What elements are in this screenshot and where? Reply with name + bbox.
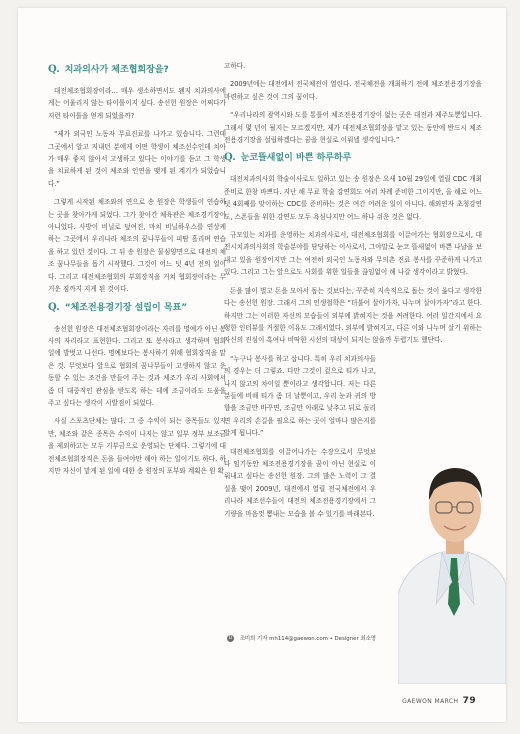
paragraph: 규모있는 치과를 운영하는 치과의사로서, 대전체조협회를 이끌어가는 협회장으로서, 대전시치과의사회의 학술분야를 담당하는 이사로서, 그야말로 눈코 뜰새없이 바쁜 나날을 보내고 있을 원장이지만 그는 여전히 외국인 노동자와 무의촌 진료 봉사를 꾸준하게 나가고 있다. 그리고 그는 앞으로도 사회를 위한 일들을 끊임없이 해 나갈 생각이라고 밝혔다. bbox=[224, 231, 482, 277]
paragraph: 송선헌 원장은 대전체조협회장이라는 자리를 명예가 아닌 봉사의 자리라고 표현한다. 그리고 또 봉사라고 생각하며 협회 일에 발벗고 나선다. 명예보다는 봉사하기 위해 협회장직을 맡은 것. 무엇보다 앞으로 협회의 꿈나무들이 고생하지 않고 운동할 수 있는 조건을 만들어 주는 것과 체조가 우리 사회에서 좀 더 대중적인 관심을 받도록 하는 데에 조금이라도 도움을 주고 싶다는 생각이 시발점이 되었다. bbox=[48, 324, 226, 407]
credit-mark-icon: D bbox=[228, 636, 233, 641]
paragraph: 대전치과의사회 학술이사로도 일하고 있는 송 원장은 요새 10월 29일에 열릴 CDC 개최 준비로 한창 바쁘다. 지난 해 무료 학술 강연회도 여러 차례 준비한 그이지만, 올 해로 어느 덧 4회째를 맞이하는 CDC를 준비하는 것은 여간 어려운 일이 아니다. 해외연자 초청강연도, 스폰들을 위한 강연도 모두 욕심나지만 어느 하나 쉬운 것은 없다. bbox=[224, 175, 482, 221]
section-heading-2 bbox=[48, 302, 226, 314]
portrait-photo bbox=[398, 444, 506, 684]
paragraph: “제가 외국인 노동자 무료진료를 나가고 있습니다. 그런데 그곳에서 알고 지내던 분에게 어떤 학생이 체조선수인데 치아가 매우 좋지 않아서 고생하고 있다는 이야기를 듣고 그 학생을 치료하게 된 것이 체조와 인연을 맺게 된 계기가 되었습니다.” bbox=[48, 130, 226, 188]
q-mark-icon: Q. bbox=[48, 64, 60, 75]
paragraph: “우리나라의 광역시와 도를 통틀어 체조전용경기장이 없는 곳은 대전과 제주도뿐입니다. 그래서 몇 년이 될지는 모르겠지만, 제가 대전체조협회장을 맡고 있는 동안에 반드시 체조전용경기장을 설립하겠다는 꿈을 현실로 이뤄낼 생각입니다.” bbox=[224, 111, 482, 145]
byline-text: 조미희 기자 mh114@gaewon.com • Designer 최소영 bbox=[239, 636, 377, 642]
q-mark-icon: Q. bbox=[48, 301, 60, 313]
heading-text: 눈코뜰새없이 바쁜 하루하루 bbox=[240, 153, 352, 164]
left-column bbox=[48, 60, 226, 483]
page-footer bbox=[402, 696, 476, 706]
q-mark-icon: Q. bbox=[224, 152, 236, 164]
magazine-page bbox=[18, 8, 506, 722]
paragraph: 대전체조협회를 이끌어나가는 수장으로서 무엇보다 임기동안 체조전용경기장을 꿈이 아닌 현실로 이뤄내고 싶다는 송선헌 원장. 그의 많은 노력이 그 결실을 맺어 2009년, 대전에서 열릴 전국체전에서 우리나라 체조선수들이 대전의 체조전용경기장에서 그 기량을 마음껏 뽐내는 모습을 볼 수 있기를 바래본다. bbox=[224, 447, 376, 518]
quote-paragraph: “누구나 봉사를 하고 삽니다. 특히 우리 치과의사들의 경우는 더 그렇죠. 다만 그것이 겉으로 티가 나고, 나지 않고의 차이일 뿐이라고 생각합니다. 저는 다른 분들에 비해 티가 좀 더 날뿐이고, 우리 눈과 귀의 방향을 조금만 바꾸면, 조금만 아래로 낮추고 뒤로 돌리면 우리의 손길을 필요로 하는 곳이 얼마나 많은지를 알게 됩니다.” bbox=[224, 354, 376, 438]
magazine-name: GAEWON MARCH bbox=[402, 698, 459, 705]
paragraph: 2009년에는 대전에서 전국체전이 열린다. 전국체전을 개최하기 전에 체조전용경기장을 마련하고 싶은 것이 그의 꿈이다. bbox=[224, 80, 482, 101]
byline bbox=[224, 634, 376, 642]
paragraph: 고하다. bbox=[224, 62, 246, 70]
paragraph: 돈을 많이 벌고 돈을 모아서 돕는 것보다는, 꾸준히 지속적으로 돕는 것이 옳다고 생각한다는 송선헌 원장. 그래서 그의 인생철학은 “더불어 살아가자, 나누며 살아가자”라고 한다. 하지만 그는 이러한 자신의 모습들이 외부에 밝혀지는 것을 꺼려한다. 여러 일간지에서 요청한 인터뷰를 거절한 이유도 그래서였다. 외부에 밝혀지고, 다른 이와 나누며 살기 위하는 자신의 진심이 혹여나 비딱한 시선의 대상이 되지는 않을까 두렵기도 했단다. bbox=[224, 286, 482, 345]
heading-text: “체조전용경기장 설립이 목표” bbox=[64, 302, 188, 313]
paragraph: 그렇게 시작된 체조와의 연으로 송 원장은 학생들이 연습하는 곳을 찾아가게 되었다. 그가 찾아간 체육관은 체조경기장이 아니었다. 사방이 비닐로 덮여진, 마치 비닐하우스를 연상케 하는 그곳에서 우리나라 체조의 꿈나무들이 피땀 흘리며 연습을 하고 있던 것이다. 그 뒤 송 원장은 물심양면으로 대전의 체조 꿈나무들을 돕기 시작했다. 그것이 어느 덧 4년 전의 일이다. 그리고 대전체조협회의 부회장직을 거쳐 협회장이라는 무거운 짐까지 지게 된 것이다. bbox=[48, 198, 226, 294]
heading-text: 치과의사가 체조협회장을? bbox=[64, 65, 169, 75]
section-heading-1 bbox=[48, 64, 226, 76]
paragraph: 대전체조협회장이라… 매우 생소하면서도 왠지 치과의사에게는 어울리지 않는 타이틀이지 싶다. 송선헌 원장은 어쩌다가 저런 타이틀을 얻게 되었을까? bbox=[48, 87, 226, 120]
page-number: 79 bbox=[462, 696, 476, 706]
paragraph: 사실 스포츠단체는 많다. 그 중 수익이 되는 종목들도 있지만, 체조와 같은 종목은 수익이 나지는 않고 일부 정부 보조금을 제외하고는 모두 기부금으로 운영되는 단체다. 그렇기에 대전체조협회장직은 돈을 들여야만 해야 하는 일이기도 하다. 하지만 자신이 맡게 된 일에 대한 송 원장의 포부와 계획은 원 확 bbox=[48, 417, 226, 475]
section-heading-3 bbox=[224, 152, 482, 164]
